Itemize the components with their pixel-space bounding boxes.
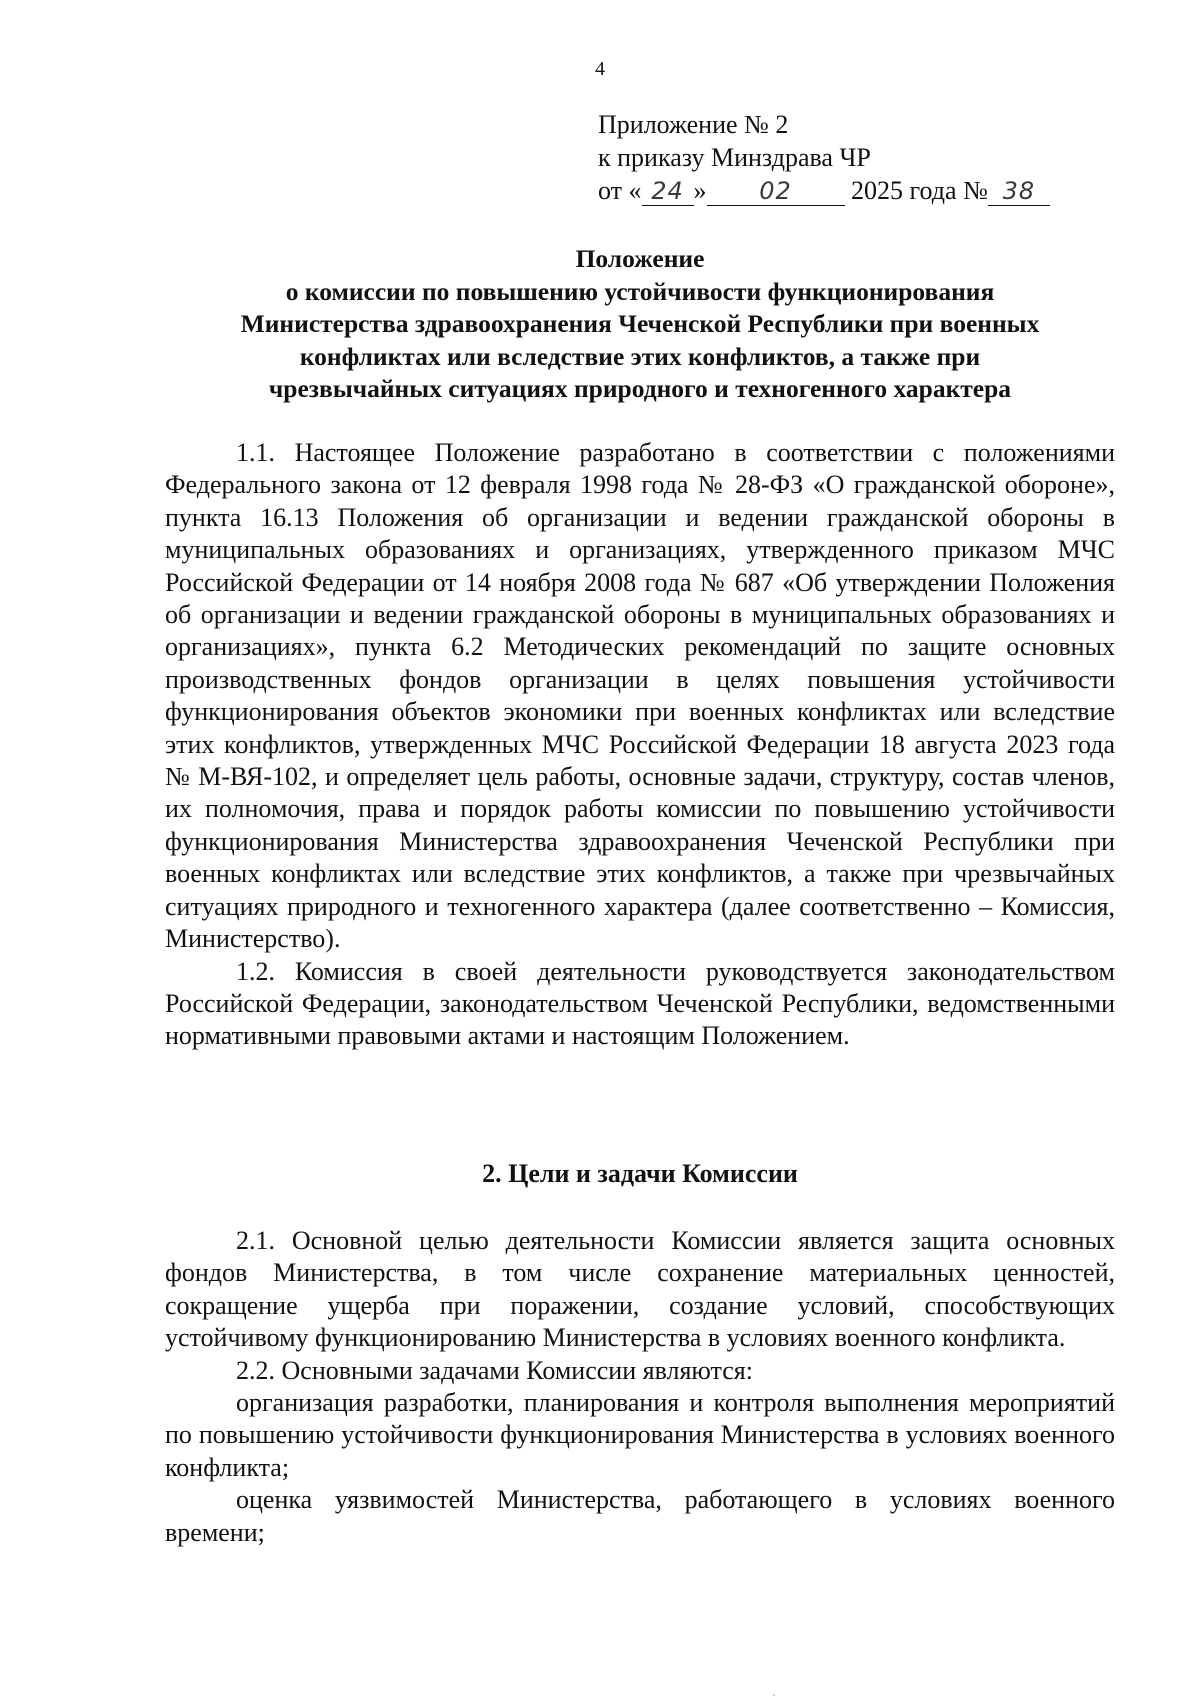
appendix-header [598, 108, 1118, 207]
scan-speck [773, 1694, 775, 1696]
appendix-date-line [598, 174, 1118, 207]
handwritten-day: 24 [642, 177, 694, 206]
handwritten-month: 02 [707, 177, 845, 206]
paragraph-2-1: 2.1. Основной целью деятельности Комиссии является защита основных фондов Министерства, в том числе сохранение материальных ценностей, сокращение ущерба при поражении, создание условий, способствующих устойчивому функционированию Министерства в условиях военного конфликта. [165, 1226, 1115, 1353]
appendix-order-reference: к приказу Минздрава ЧР [598, 143, 871, 172]
title-line-2: о комиссии по повышению устойчивости функционирования [285, 276, 995, 306]
handwritten-order-number: 38 [988, 177, 1050, 206]
document-title [160, 243, 1120, 406]
paragraph-1-2: 1.2. Комиссия в своей деятельности руководствуется законодательством Российской Федерации, законодательством Чеченской Республики, ведомственными нормативными правовыми актами и настоящим Положением. [165, 956, 1115, 1051]
appendix-title: Приложение № 2 [598, 110, 789, 139]
page-number: 4 [595, 58, 605, 80]
paragraph-1-1: 1.1. Настоящее Положение разработано в соответствии с положениями Федерального закона от 12 февраля 1998 года № 28-ФЗ «О гражданской обороне», пункта 16.13 Положения об организации и ведении гражданской обороны в муниципальных образованиях и организациях, утвержденного приказом МЧС Российской Федерации от 14 ноября 2008 года № 687 «Об утверждении Положения об организации и ведении гражданской обороны в муниципальных образованиях и организациях», пункта 6.2 Методических рекомендаций по защите основных производственных фондов организации в целях повышения устойчивости функционирования объектов экономики при военных конфликтах или вследствие этих конфликтов, утвержденных МЧС Российской Федерации 18 августа 2023 года № М-ВЯ-102, и определяет цель работы, основные задачи, структуру, состав членов, их полномочия, права и порядок работы комиссии по повышению устойчивости функционирования Министерства здравоохранения Чеченской Республики при военных конфликтах или вследствие этих конфликтов, а также при чрезвычайных ситуациях природного и техногенного характера (далее соответственно – Комиссия, Министерство). [165, 438, 1115, 954]
date-quote-close: » [693, 176, 707, 205]
section-2-body [165, 1225, 1115, 1549]
title-line-1: Положение [575, 244, 705, 273]
paragraph-2-2: 2.2. Основными задачами Комиссии являются: [236, 1355, 753, 1385]
title-line-3: Министерства здравоохранения Чеченской Республики при военных [240, 309, 1040, 338]
title-line-5: чрезвычайных ситуациях природного и техногенного характера [268, 374, 1012, 403]
section-1-body [165, 437, 1115, 1053]
date-prefix: от « [598, 176, 642, 205]
title-line-4: конфликтах или вследствие этих конфликтов, а также при [299, 341, 981, 371]
task-item-2: оценка уязвимостей Министерства, работающего в условиях военного времени; [165, 1485, 1115, 1547]
task-item-1: организация разработки, планирования и контроля выполнения мероприятий по повышению устойчивости функционирования Министерства в условиях военного конфликта; [165, 1388, 1115, 1482]
year-text: 2025 года № [851, 176, 988, 205]
section-2-heading: 2. Цели и задачи Комиссии [482, 1159, 798, 1188]
